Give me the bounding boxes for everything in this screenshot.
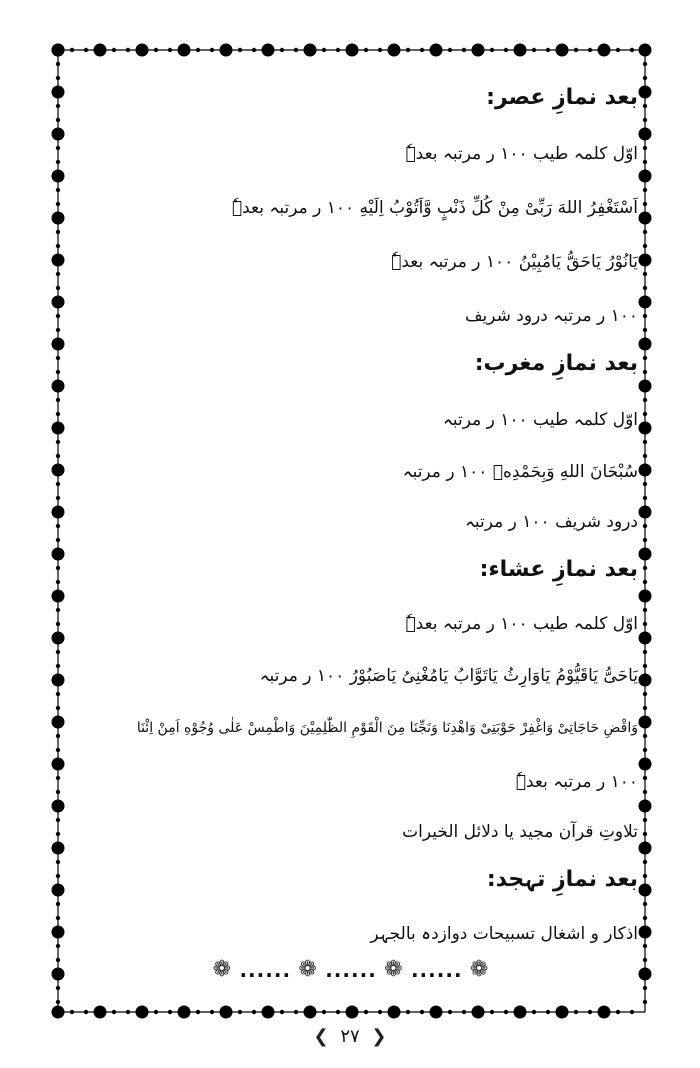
border-bead <box>388 1006 401 1019</box>
border-dot <box>643 734 647 738</box>
border-bead <box>514 1006 527 1019</box>
border-bead <box>52 422 65 435</box>
heading-asr: بعد نمازِ عصر: <box>486 85 638 110</box>
border-bead <box>639 800 652 813</box>
border-dot <box>532 1010 536 1014</box>
flower-ornament-icon: ❁ <box>469 957 490 982</box>
border-bead <box>52 842 65 855</box>
border-bead <box>514 44 527 57</box>
border-bead <box>52 968 65 981</box>
asr-line-3: یَانُوْرُ یَاحَقُّ یَامُبِیْنُ ۱۰۰ ر مرتبہ بعدہٗ <box>391 252 638 272</box>
border-dot <box>56 874 60 878</box>
border-dot <box>336 48 340 52</box>
border-bead <box>52 86 65 99</box>
border-dot <box>56 748 60 752</box>
border-dot <box>643 286 647 290</box>
border-dot <box>168 48 172 52</box>
border-dot <box>154 1010 158 1014</box>
border-bead <box>639 716 652 729</box>
border-dot <box>56 328 60 332</box>
border-dot <box>56 496 60 500</box>
border-dot <box>56 692 60 696</box>
left-bracket-ornament-icon: ❮ <box>313 1026 329 1047</box>
border-bead <box>52 254 65 267</box>
border-bead <box>346 44 359 57</box>
border-bead <box>388 44 401 57</box>
flower-ornament-icon: ❁ <box>384 957 404 982</box>
border-dot <box>643 664 647 668</box>
border-dot <box>56 454 60 458</box>
border-dot <box>643 230 647 234</box>
border-bead <box>639 758 652 771</box>
border-dot <box>56 986 60 990</box>
border-dot <box>588 1010 592 1014</box>
border-dot <box>56 664 60 668</box>
border-dot <box>643 832 647 836</box>
border-dot <box>56 76 60 80</box>
border-dot <box>56 706 60 710</box>
isha-line-5: تلاوتِ قرآن مجید یا دلائل الخیرات <box>402 822 638 842</box>
border-bead <box>52 716 65 729</box>
border-dot <box>643 944 647 948</box>
ornament-separator: ...... <box>410 957 463 982</box>
border-dot <box>643 1000 647 1004</box>
border-bead <box>639 422 652 435</box>
border-dot <box>56 1000 60 1004</box>
border-dot <box>643 916 647 920</box>
border-dot <box>504 1010 508 1014</box>
border-bead <box>639 296 652 309</box>
border-dot <box>126 48 130 52</box>
border-dot <box>56 314 60 318</box>
border-bead <box>598 1006 611 1019</box>
border-dot <box>643 776 647 780</box>
border-dot <box>336 1010 340 1014</box>
border-dot <box>112 48 116 52</box>
border-bead <box>262 44 275 57</box>
border-dot <box>643 328 647 332</box>
border-dot <box>643 818 647 822</box>
border-dot <box>643 76 647 80</box>
border-bead <box>178 44 191 57</box>
border-dot <box>56 188 60 192</box>
border-dot <box>462 1010 466 1014</box>
border-dot <box>643 902 647 906</box>
border-bead <box>639 128 652 141</box>
border-dot <box>56 62 60 66</box>
border-dot <box>616 48 620 52</box>
border-dot <box>210 48 214 52</box>
border-bead <box>639 506 652 519</box>
border-dot <box>574 48 578 52</box>
border-bead <box>52 548 65 561</box>
border-dot <box>643 398 647 402</box>
maghrib-line-2: سُبْحَانَ اللهِ وَبِحَمْدِهٖ ۱۰۰ ر مرتبہ <box>402 462 638 482</box>
border-dot <box>56 202 60 206</box>
border-bead <box>639 380 652 393</box>
page-number-value: ۲۷ <box>340 1026 360 1047</box>
border-dot <box>56 230 60 234</box>
border-dot <box>56 118 60 122</box>
border-dot <box>56 566 60 570</box>
border-bead <box>136 1006 149 1019</box>
border-bead <box>220 1006 233 1019</box>
border-dot <box>643 104 647 108</box>
border-bead <box>262 1006 275 1019</box>
border-dot <box>56 160 60 164</box>
border-dot <box>643 790 647 794</box>
border-dot <box>56 832 60 836</box>
border-bead <box>639 212 652 225</box>
border-bead <box>346 1006 359 1019</box>
border-dot <box>448 1010 452 1014</box>
border-bead <box>639 590 652 603</box>
flower-ornament-icon: ❁ <box>212 957 233 982</box>
border-dot <box>643 748 647 752</box>
border-dot <box>252 48 256 52</box>
border-bead <box>639 86 652 99</box>
border-bead <box>639 170 652 183</box>
border-dot <box>56 650 60 654</box>
border-dot <box>364 1010 368 1014</box>
border-bead <box>52 590 65 603</box>
border-dot <box>643 958 647 962</box>
heading-isha: بعد نمازِ عشاء: <box>479 557 638 582</box>
isha-line-4: ۱۰۰ ر مرتبہ بعدہٗ <box>515 772 638 792</box>
isha-line-2: یَاحَیُّ یَاقَیُّوْمُ یَاوَارِثُ یَاتَوَّابُ یَامُغْنِیُ یَاصَبُوْرُ ۱۰۰ ر مرتبہ <box>259 666 638 686</box>
border-bead <box>639 548 652 561</box>
border-dot <box>322 1010 326 1014</box>
ornament-separator: ...... <box>325 957 377 982</box>
border-dot <box>56 440 60 444</box>
maghrib-line-1: اوّل کلمہ طیب ۱۰۰ ر مرتبہ <box>442 410 638 430</box>
border-dot <box>643 650 647 654</box>
border-dot <box>643 272 647 276</box>
border-dot <box>56 622 60 626</box>
border-bead <box>220 44 233 57</box>
flower-ornament-icon: ❁ <box>298 957 318 982</box>
border-dot <box>643 370 647 374</box>
border-bead <box>304 44 317 57</box>
border-dot <box>238 1010 242 1014</box>
border-dot <box>546 1010 550 1014</box>
border-dot <box>532 48 536 52</box>
isha-line-3: وَاقْضِ حَاجَاتِیْ وَاغْفِرْ حَوْبَتِیْ وَاهْدِنَا وَنَجِّنَا مِنَ الْقَوْمِ الظّٰلِمِیْنَ وَاطْمِسْ عَلٰی وُجُوْهِ اَمِنْ اِئْنَا <box>136 720 638 736</box>
border-dot <box>643 496 647 500</box>
border-dot <box>112 1010 116 1014</box>
border-dot <box>56 916 60 920</box>
border-dot <box>643 538 647 542</box>
border-dot <box>643 692 647 696</box>
border-bead <box>556 1006 569 1019</box>
border-bead <box>52 464 65 477</box>
border-bead <box>52 800 65 813</box>
asr-line-2: اَسْتَغْفِرُ اللهَ رَبِّیْ مِنْ کُلِّ ذَنْبٍ وَّاَتُوْبُ اِلَیْهِ ۱۰۰ ر مرتبہ بعدہٗ <box>231 198 638 218</box>
border-dot <box>630 1010 634 1014</box>
border-bead <box>472 1006 485 1019</box>
border-bead <box>52 338 65 351</box>
border-dot <box>643 986 647 990</box>
border-bead <box>639 842 652 855</box>
border-bead <box>136 44 149 57</box>
border-dot <box>643 146 647 150</box>
border-dot <box>364 48 368 52</box>
border-dot <box>56 398 60 402</box>
asr-line-4: ۱۰۰ ر مرتبہ درود شریف <box>464 306 638 326</box>
border-dot <box>574 1010 578 1014</box>
border-bead <box>52 926 65 939</box>
border-bead <box>52 632 65 645</box>
border-dot <box>643 412 647 416</box>
border-dot <box>56 944 60 948</box>
border-bead <box>52 170 65 183</box>
border-dot <box>56 958 60 962</box>
border-dot <box>56 412 60 416</box>
border-bead <box>430 44 443 57</box>
border-bead <box>639 338 652 351</box>
border-dot <box>196 48 200 52</box>
border-dot <box>56 104 60 108</box>
border-dot <box>643 706 647 710</box>
border-dot <box>280 48 284 52</box>
border-dot <box>643 188 647 192</box>
border-bead <box>639 674 652 687</box>
border-dot <box>546 48 550 52</box>
border-dot <box>462 48 466 52</box>
ornament-row <box>64 956 638 982</box>
border-dot <box>643 160 647 164</box>
border-dot <box>643 440 647 444</box>
border-bead <box>52 212 65 225</box>
border-bead <box>52 44 65 57</box>
border-dot <box>70 48 74 52</box>
border-dot <box>643 608 647 612</box>
border-dot <box>630 48 634 52</box>
border-dot <box>322 48 326 52</box>
border-dot <box>378 48 382 52</box>
border-bead <box>639 926 652 939</box>
border-dot <box>154 48 158 52</box>
border-dot <box>643 524 647 528</box>
border-dot <box>643 860 647 864</box>
border-dot <box>643 118 647 122</box>
border-dot <box>643 356 647 360</box>
border-dot <box>56 538 60 542</box>
border-dot <box>378 1010 382 1014</box>
border-dot <box>588 48 592 52</box>
border-dot <box>56 790 60 794</box>
heading-maghrib: بعد نمازِ مغرب: <box>474 351 638 376</box>
border-dot <box>643 566 647 570</box>
border-dot <box>56 272 60 276</box>
border-bead <box>304 1006 317 1019</box>
border-dot <box>643 62 647 66</box>
border-bead <box>639 632 652 645</box>
border-dot <box>490 48 494 52</box>
border-bead <box>639 44 652 57</box>
border-dot <box>643 202 647 206</box>
asr-line-1: اوّل کلمہ طیب ۱۰۰ ر مرتبہ بعدہٗ <box>405 144 638 164</box>
border-dot <box>196 1010 200 1014</box>
border-dot <box>56 734 60 738</box>
border-dot <box>643 482 647 486</box>
border-bead <box>639 254 652 267</box>
border-bead <box>52 1006 65 1019</box>
border-dot <box>643 622 647 626</box>
isha-line-1: اوّل کلمہ طیب ۱۰۰ ر مرتبہ بعدہٗ <box>405 614 638 634</box>
border-dot <box>56 902 60 906</box>
border-dot <box>70 1010 74 1014</box>
border-dot <box>420 48 424 52</box>
border-dot <box>56 244 60 248</box>
border-bead <box>94 1006 107 1019</box>
border-bead <box>52 380 65 393</box>
border-dot <box>56 818 60 822</box>
border-bead <box>52 884 65 897</box>
border-dot <box>294 48 298 52</box>
border-dot <box>643 244 647 248</box>
border-dot <box>238 48 242 52</box>
border-bead <box>52 674 65 687</box>
border-bead <box>52 296 65 309</box>
border-dot <box>448 48 452 52</box>
border-dot <box>56 370 60 374</box>
border-dot <box>504 48 508 52</box>
border-dot <box>84 1010 88 1014</box>
border-dot <box>126 1010 130 1014</box>
maghrib-line-3: درود شریف ۱۰۰ ر مرتبہ <box>464 512 638 532</box>
border-dot <box>56 860 60 864</box>
border-dot <box>643 454 647 458</box>
border-dot <box>168 1010 172 1014</box>
border-dot <box>56 608 60 612</box>
border-bead <box>430 1006 443 1019</box>
border-dot <box>643 580 647 584</box>
ornament-separator: ...... <box>239 957 292 982</box>
border-dot <box>56 776 60 780</box>
border-dot <box>406 1010 410 1014</box>
border-bead <box>52 128 65 141</box>
border-bead <box>639 968 652 981</box>
border-bead <box>639 884 652 897</box>
border-bead <box>94 44 107 57</box>
border-dot <box>252 1010 256 1014</box>
border-dot <box>490 1010 494 1014</box>
border-bead <box>52 758 65 771</box>
border-dot <box>84 48 88 52</box>
border-dot <box>56 146 60 150</box>
border-dot <box>643 314 647 318</box>
border-dot <box>420 1010 424 1014</box>
border-dot <box>56 524 60 528</box>
border-dot <box>280 1010 284 1014</box>
border-bead <box>556 44 569 57</box>
border-dot <box>406 48 410 52</box>
border-bead <box>639 464 652 477</box>
tahajjud-line-1: اذکار و اشغال تسبیحات دوازدہ بالجہر <box>370 924 638 944</box>
border-bead <box>52 506 65 519</box>
border-dot <box>56 580 60 584</box>
heading-tahajjud: بعد نمازِ تہجد: <box>486 867 638 892</box>
right-bracket-ornament-icon: ❯ <box>371 1026 387 1047</box>
border-dot <box>643 874 647 878</box>
border-bead <box>178 1006 191 1019</box>
border-dot <box>56 356 60 360</box>
border-dot <box>56 286 60 290</box>
border-dot <box>294 1010 298 1014</box>
border-bead <box>472 44 485 57</box>
page-number <box>0 1026 700 1047</box>
border-dot <box>616 1010 620 1014</box>
border-bead <box>598 44 611 57</box>
border-dot <box>210 1010 214 1014</box>
border-dot <box>56 482 60 486</box>
